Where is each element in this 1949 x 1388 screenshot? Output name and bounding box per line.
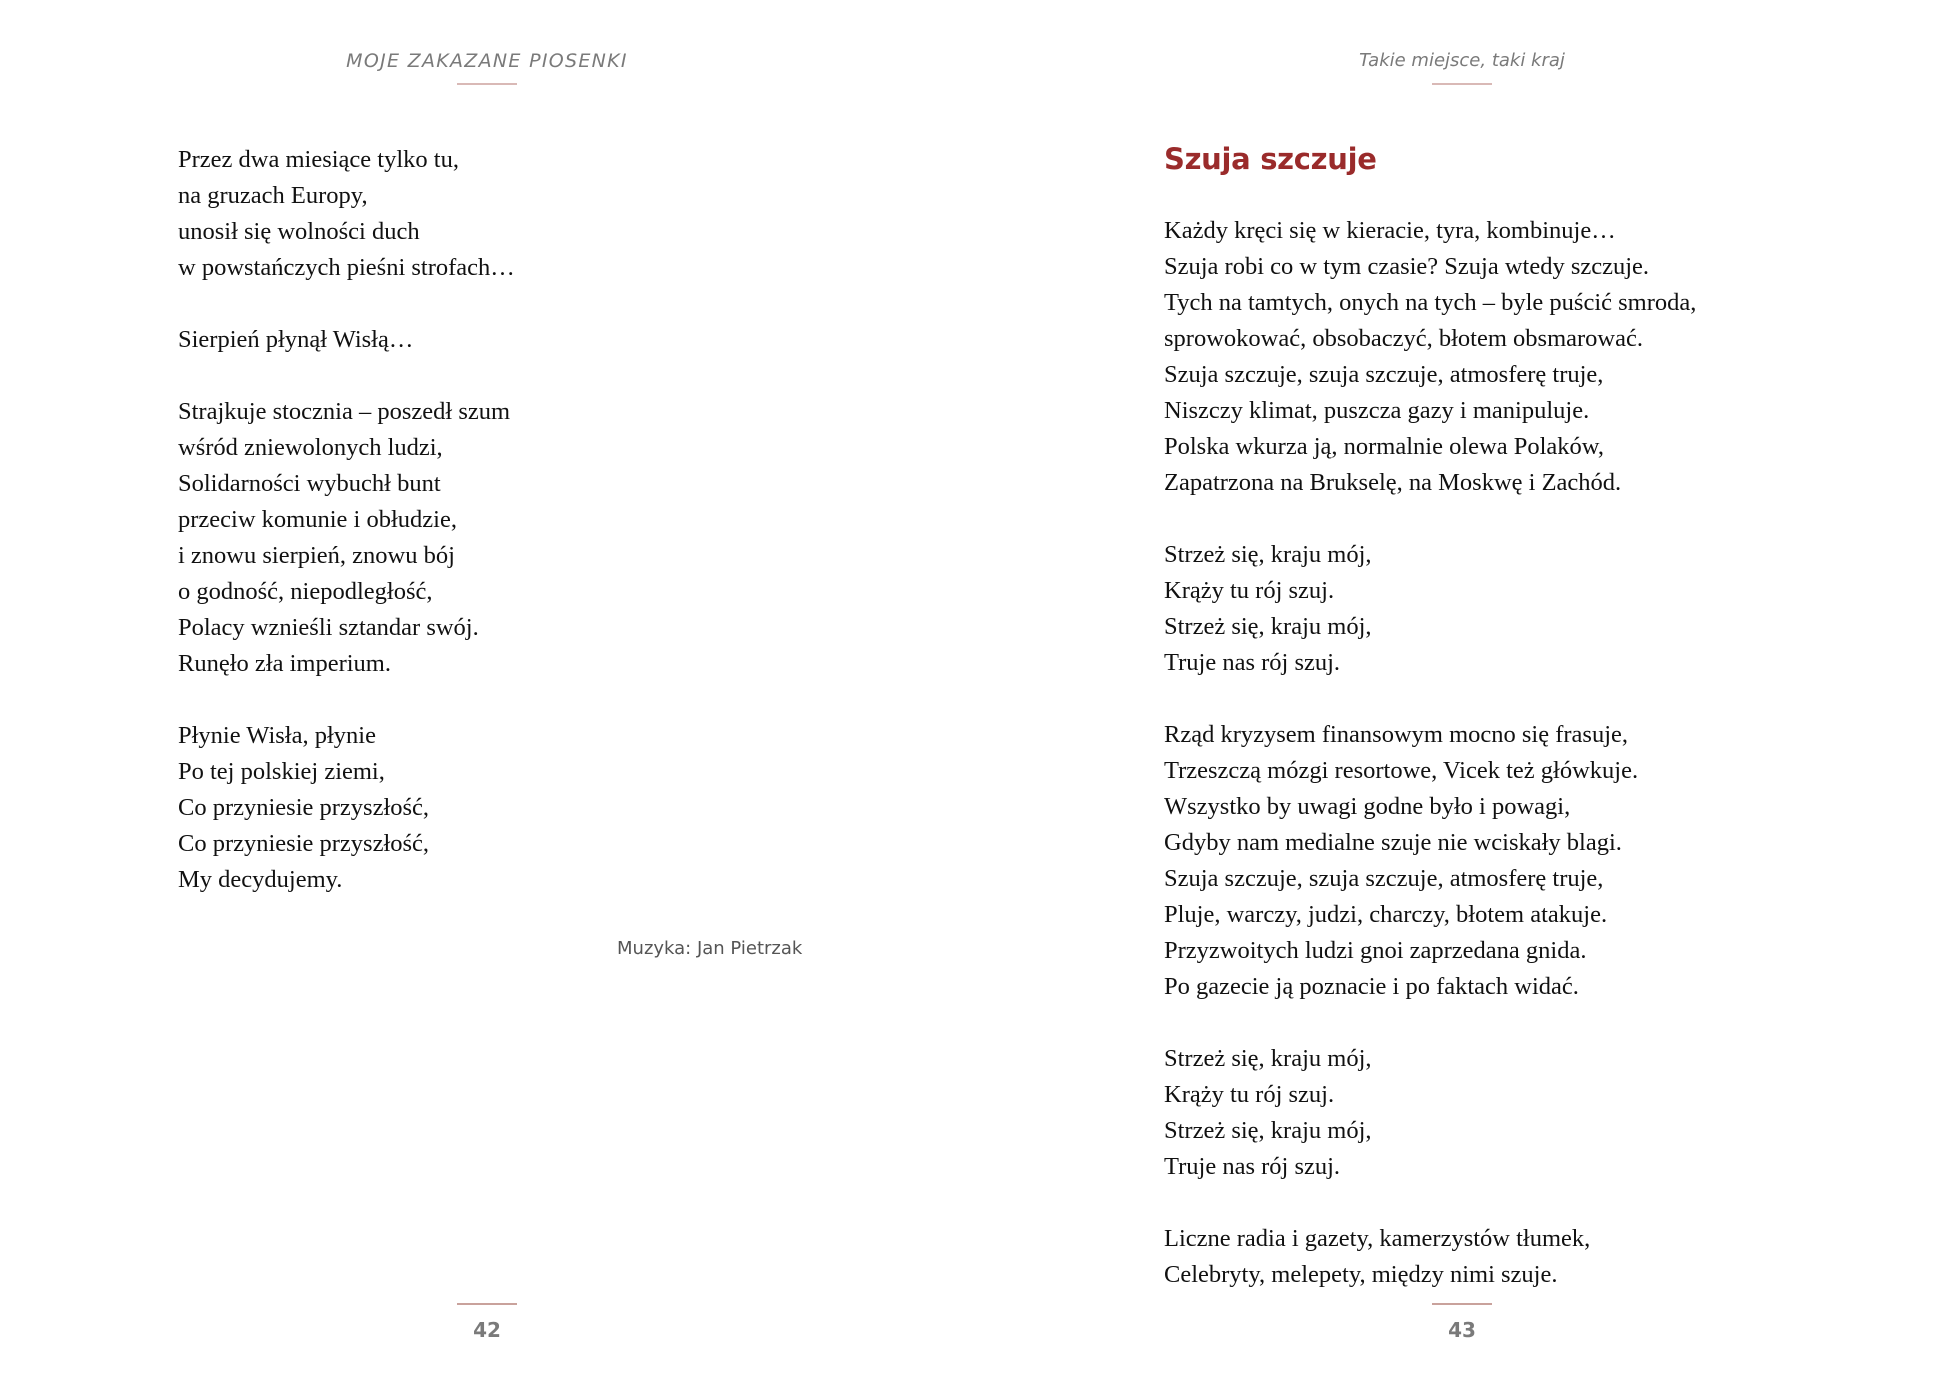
lyric-line: Wszystko by uwagi godne było i powagi, (1164, 793, 1571, 820)
lyric-line: Szuja szczuje, szuja szczuje, atmosferę truje, (1164, 361, 1604, 388)
lyric-line: Strzeż się, kraju mój, (1164, 1117, 1372, 1144)
lyric-line: o godność, niepodległość, (178, 578, 433, 605)
stanza (178, 142, 515, 286)
lyric-line: Strajkuje stocznia – poszedł szum (178, 398, 511, 425)
lyric-line: Co przyniesie przyszłość, (178, 794, 430, 821)
lyric-line: Tych na tamtych, onych na tych – byle puścić smroda, (1164, 289, 1697, 316)
lyric-line: sprowokować, obsobaczyć, błotem obsmarować. (1164, 325, 1643, 352)
lyric-line: przeciw komunie i obłudzie, (178, 506, 457, 533)
song-lyrics (1164, 213, 1696, 1329)
lyric-line: Trzeszczą mózgi resortowe, Vicek też główkuje. (1164, 757, 1639, 784)
lyric-line: wśród zniewolonych ludzi, (178, 434, 443, 461)
running-head: Takie miejsce, taki kraj (1359, 50, 1565, 71)
left-page (0, 0, 974, 1388)
music-credit: Muzyka: Jan Pietrzak (617, 938, 803, 959)
lyric-line: Sierpień płynął Wisłą… (178, 326, 414, 353)
lyric-line: Solidarności wybuchł bunt (178, 470, 441, 497)
lyric-line: Polska wkurza ją, normalnie olewa Polaków, (1164, 433, 1604, 460)
lyric-line: unosił się wolności duch (178, 218, 420, 245)
footer-rule (457, 1303, 517, 1305)
stanza (1164, 717, 1696, 1005)
lyric-line: Krąży tu rój szuj. (1164, 577, 1335, 604)
lyric-line: w powstańczych pieśni strofach… (178, 254, 515, 281)
lyric-line: Strzeż się, kraju mój, (1164, 613, 1372, 640)
lyric-line: i znowu sierpień, znowu bój (178, 542, 455, 569)
lyric-line: Szuja szczuje, szuja szczuje, atmosferę truje, (1164, 865, 1604, 892)
lyric-line: Niszczy klimat, puszcza gazy i manipuluje. (1164, 397, 1590, 424)
right-page (975, 0, 1949, 1388)
stanza (1164, 213, 1696, 501)
lyric-line: Celebryty, melepety, między nimi szuje. (1164, 1261, 1558, 1288)
lyric-line: Szuja robi co w tym czasie? Szuja wtedy szczuje. (1164, 253, 1650, 280)
page-number: 42 (473, 1318, 501, 1342)
lyric-line: Strzeż się, kraju mój, (1164, 1045, 1372, 1072)
lyric-line: Płynie Wisła, płynie (178, 722, 376, 749)
chorus (1164, 537, 1696, 681)
song-title: Szuja szczuje (1164, 142, 1377, 176)
stanza (178, 718, 515, 898)
lyric-line: Przez dwa miesiące tylko tu, (178, 146, 459, 173)
lyric-line: Każdy kręci się w kieracie, tyra, kombinuje… (1164, 217, 1616, 244)
page-number: 43 (1448, 1318, 1476, 1342)
lyric-line: Truje nas rój szuj. (1164, 649, 1341, 676)
lyric-line: My decydujemy. (178, 866, 343, 893)
lyric-line: Liczne radia i gazety, kamerzystów tłumek, (1164, 1225, 1591, 1252)
lyric-line: Co przyniesie przyszłość, (178, 830, 430, 857)
header-rule (457, 83, 517, 85)
lyric-line: Pluje, warczy, judzi, charczy, błotem atakuje. (1164, 901, 1608, 928)
stanza (178, 394, 515, 682)
running-head: MOJE ZAKAZANE PIOSENKI (346, 50, 628, 72)
stanza (178, 322, 515, 358)
lyric-line: Rząd kryzysem finansowym mocno się frasuje, (1164, 721, 1629, 748)
lyric-line: Krąży tu rój szuj. (1164, 1081, 1335, 1108)
lyric-line: Gdyby nam medialne szuje nie wciskały blagi. (1164, 829, 1622, 856)
lyric-line: Zapatrzona na Brukselę, na Moskwę i Zachód. (1164, 469, 1622, 496)
lyric-line: Po tej polskiej ziemi, (178, 758, 385, 785)
footer-rule (1432, 1303, 1492, 1305)
lyric-line: Runęło zła imperium. (178, 650, 391, 677)
lyric-line: Strzeż się, kraju mój, (1164, 541, 1372, 568)
stanza (1164, 1221, 1696, 1293)
lyric-line: Polacy wznieśli sztandar swój. (178, 614, 479, 641)
lyric-line: Truje nas rój szuj. (1164, 1153, 1341, 1180)
lyric-line: na gruzach Europy, (178, 182, 368, 209)
lyric-line: Po gazecie ją poznacie i po faktach widać. (1164, 973, 1579, 1000)
header-rule (1432, 83, 1492, 85)
chorus (1164, 1041, 1696, 1185)
song-lyrics (178, 142, 515, 934)
lyric-line: Przyzwoitych ludzi gnoi zaprzedana gnida. (1164, 937, 1587, 964)
